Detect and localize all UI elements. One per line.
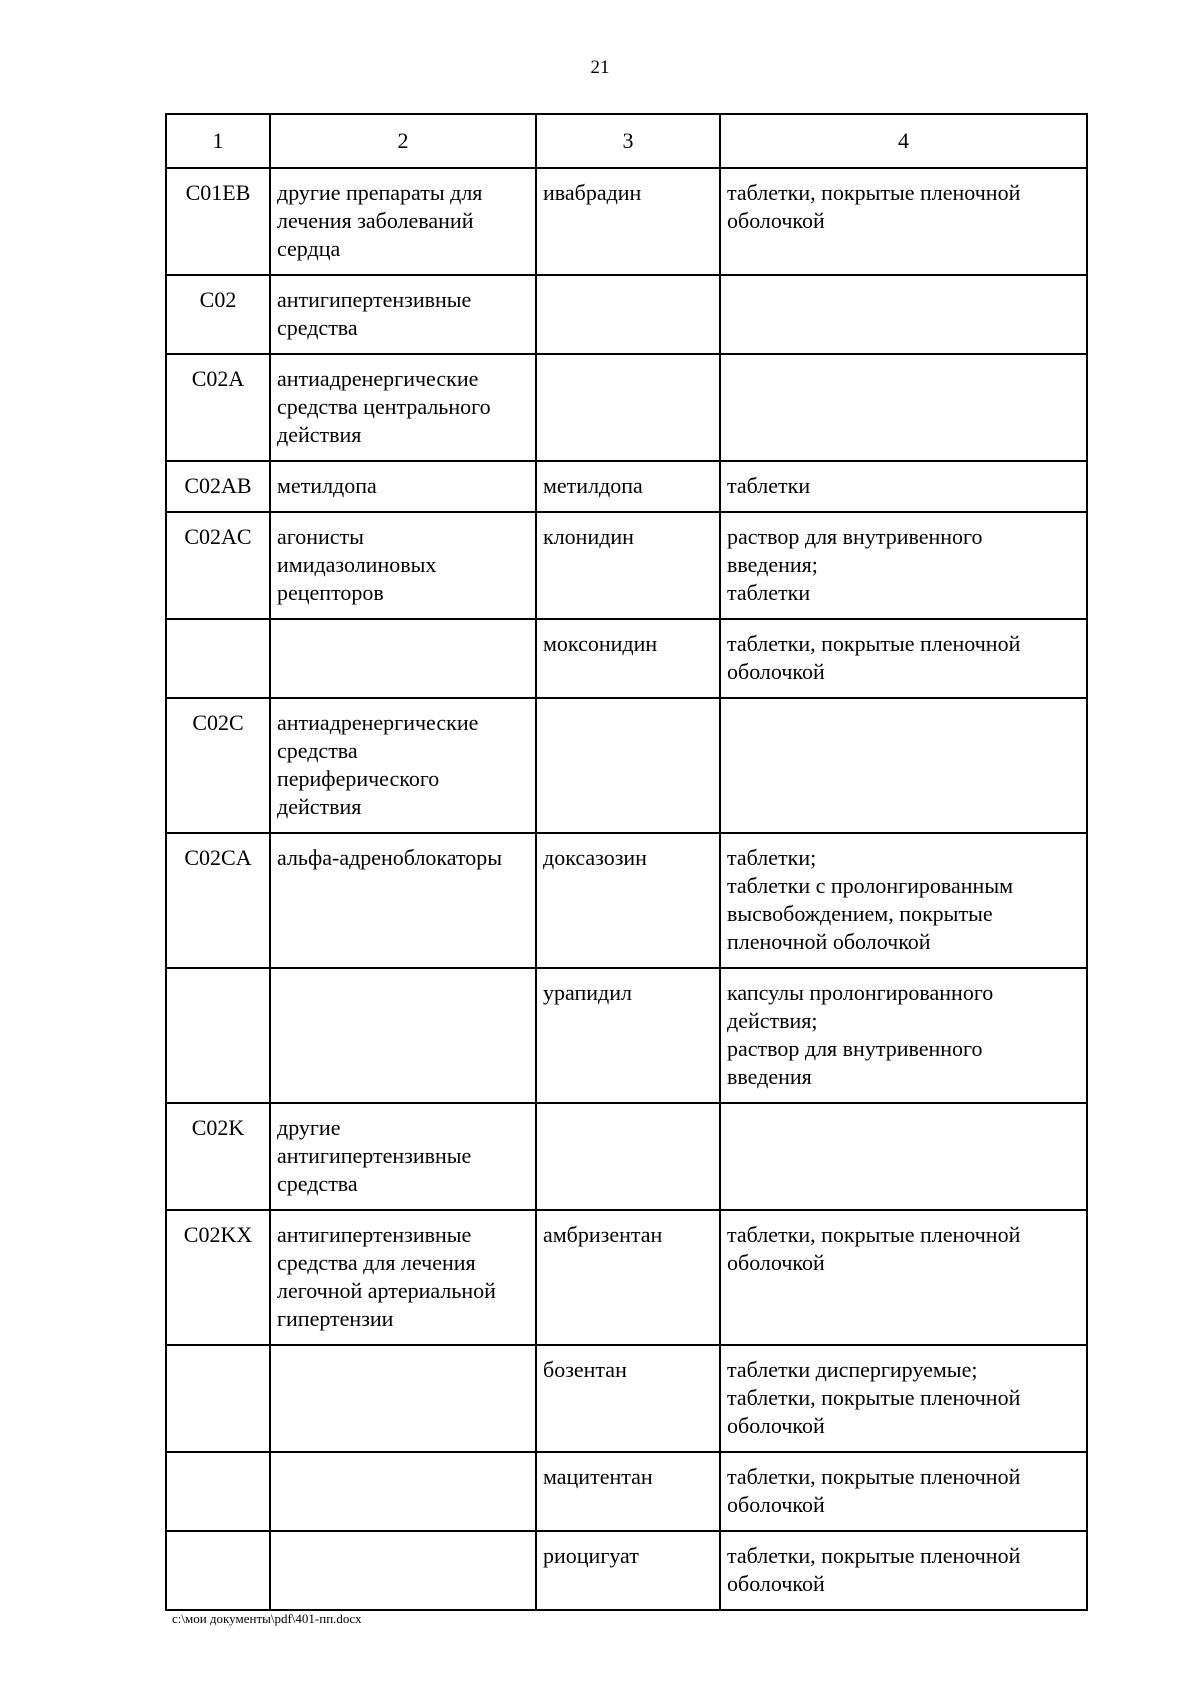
dosage-form-line: таблетки, покрытые пленочной — [727, 1222, 1021, 1247]
group-text-line: другие — [277, 1115, 341, 1140]
table-body — [166, 168, 1087, 1610]
group-text-line: средства для лечения — [277, 1250, 476, 1275]
drug-name-cell: моксонидин — [536, 619, 720, 698]
dosage-form-line: оболочкой — [727, 1413, 825, 1438]
group-text-line: средства — [277, 738, 358, 763]
group-text-line: агонисты — [277, 524, 364, 549]
table-row — [166, 461, 1087, 512]
page-number: 21 — [590, 57, 610, 78]
group-text-line: средства центрального — [277, 394, 491, 419]
group-text-line: метилдопа — [277, 473, 377, 498]
dosage-form-line: оболочкой — [727, 208, 825, 233]
pharmacological-group-cell — [270, 1103, 536, 1210]
drug-name-cell: амбризентан — [536, 1210, 720, 1345]
dosage-form-line: таблетки, покрытые пленочной — [727, 180, 1021, 205]
group-text-line: имидазолиновых — [277, 552, 437, 577]
drug-name-cell: мацитентан — [536, 1452, 720, 1531]
dosage-form-line: таблетки, покрытые пленочной — [727, 1464, 1021, 1489]
table-row — [166, 275, 1087, 354]
dosage-form-line: таблетки, покрытые пленочной — [727, 1543, 1021, 1568]
dosage-form-line: таблетки; — [727, 845, 817, 870]
dosage-form-line: высвобождением, покрытые — [727, 901, 993, 926]
atc-code-cell: C02AC — [166, 512, 270, 619]
drug-table — [165, 113, 1088, 1611]
pharmacological-group-cell — [270, 354, 536, 461]
column-header-2: 2 — [270, 114, 536, 168]
pharmacological-group-cell — [270, 512, 536, 619]
atc-code-cell: C02KX — [166, 1210, 270, 1345]
drug-name-cell — [536, 1103, 720, 1210]
drug-name-cell — [536, 698, 720, 833]
dosage-form-line: таблетки с пролонгированным — [727, 873, 1014, 898]
drug-name-cell: метилдопа — [536, 461, 720, 512]
dosage-form-line: оболочкой — [727, 1492, 825, 1517]
table-row — [166, 1452, 1087, 1531]
group-text-line: антигипертензивные — [277, 287, 472, 312]
drug-name-cell — [536, 275, 720, 354]
atc-code-cell: C02K — [166, 1103, 270, 1210]
table-row — [166, 619, 1087, 698]
dosage-form-line: оболочкой — [727, 1250, 825, 1275]
drug-name-cell: риоцигуат — [536, 1531, 720, 1610]
dosage-form-line: оболочкой — [727, 659, 825, 684]
pharmacological-group-cell — [270, 168, 536, 275]
group-text-line: антигипертензивные — [277, 1222, 472, 1247]
group-text-line: антигипертензивные — [277, 1143, 472, 1168]
dosage-form-cell — [720, 833, 1087, 968]
dosage-form-cell — [720, 168, 1087, 275]
dosage-form-cell — [720, 619, 1087, 698]
atc-code-cell — [166, 1345, 270, 1452]
drug-name-cell: бозентан — [536, 1345, 720, 1452]
dosage-form-line: введения — [727, 1064, 812, 1089]
table-row — [166, 833, 1087, 968]
group-text-line: антиадренергические — [277, 366, 479, 391]
dosage-form-cell — [720, 698, 1087, 833]
dosage-form-line: таблетки — [727, 580, 811, 605]
dosage-form-line: раствор для внутривенного — [727, 1036, 983, 1061]
drug-name-cell: доксазозин — [536, 833, 720, 968]
group-text-line: периферического — [277, 766, 440, 791]
group-text-line: действия — [277, 422, 362, 447]
table-row — [166, 168, 1087, 275]
table-header-row — [166, 114, 1087, 168]
column-header-1: 1 — [166, 114, 270, 168]
dosage-form-line: введения; — [727, 552, 818, 577]
table-row — [166, 1103, 1087, 1210]
group-text-line: лечения заболеваний — [277, 208, 474, 233]
dosage-form-cell — [720, 461, 1087, 512]
table-row — [166, 512, 1087, 619]
dosage-form-line: пленочной оболочкой — [727, 929, 931, 954]
dosage-form-cell — [720, 1345, 1087, 1452]
dosage-form-line: таблетки — [727, 473, 811, 498]
dosage-form-line: таблетки, покрытые пленочной — [727, 1385, 1021, 1410]
dosage-form-cell — [720, 354, 1087, 461]
table-row — [166, 1210, 1087, 1345]
dosage-form-line: таблетки, покрытые пленочной — [727, 631, 1021, 656]
table-row — [166, 1345, 1087, 1452]
atc-code-cell: C02AB — [166, 461, 270, 512]
group-text-line: сердца — [277, 236, 341, 261]
dosage-form-line: таблетки диспергируемые; — [727, 1357, 978, 1382]
dosage-form-cell — [720, 1103, 1087, 1210]
drug-name-cell — [536, 354, 720, 461]
dosage-form-line: раствор для внутривенного — [727, 524, 983, 549]
drug-name-cell: ивабрадин — [536, 168, 720, 275]
footer-file-path: c:\мои документы\pdf\401-пп.docx — [172, 1611, 362, 1626]
pharmacological-group-cell — [270, 1210, 536, 1345]
atc-code-cell: C02C — [166, 698, 270, 833]
group-text-line: другие препараты для — [277, 180, 483, 205]
dosage-form-line: капсулы пролонгированного — [727, 980, 994, 1005]
table-row — [166, 968, 1087, 1103]
pharmacological-group-cell — [270, 461, 536, 512]
atc-code-cell: C01EB — [166, 168, 270, 275]
group-text-line: средства — [277, 1171, 358, 1196]
dosage-form-line: действия; — [727, 1008, 818, 1033]
dosage-form-line: оболочкой — [727, 1571, 825, 1596]
atc-code-cell — [166, 619, 270, 698]
dosage-form-cell — [720, 968, 1087, 1103]
pharmacological-group-cell — [270, 968, 536, 1103]
atc-code-cell — [166, 1531, 270, 1610]
group-text-line: гипертензии — [277, 1306, 394, 1331]
pharmacological-group-cell — [270, 1345, 536, 1452]
pharmacological-group-cell — [270, 698, 536, 833]
table-row — [166, 698, 1087, 833]
drug-name-cell: урапидил — [536, 968, 720, 1103]
dosage-form-cell — [720, 1452, 1087, 1531]
dosage-form-cell — [720, 1210, 1087, 1345]
pharmacological-group-cell — [270, 833, 536, 968]
pharmacological-group-cell — [270, 275, 536, 354]
pharmacological-group-cell — [270, 619, 536, 698]
column-header-3: 3 — [536, 114, 720, 168]
table-row — [166, 1531, 1087, 1610]
dosage-form-cell — [720, 512, 1087, 619]
group-text-line: средства — [277, 315, 358, 340]
atc-code-cell: C02 — [166, 275, 270, 354]
atc-code-cell: C02A — [166, 354, 270, 461]
group-text-line: альфа-адреноблокаторы — [277, 845, 503, 870]
pharmacological-group-cell — [270, 1452, 536, 1531]
dosage-form-cell — [720, 275, 1087, 354]
atc-code-cell — [166, 1452, 270, 1531]
dosage-form-cell — [720, 1531, 1087, 1610]
table-row — [166, 354, 1087, 461]
group-text-line: легочной артериальной — [277, 1278, 496, 1303]
drug-name-cell: клонидин — [536, 512, 720, 619]
column-header-4: 4 — [720, 114, 1087, 168]
group-text-line: антиадренергические — [277, 710, 479, 735]
pharmacological-group-cell — [270, 1531, 536, 1610]
group-text-line: действия — [277, 794, 362, 819]
group-text-line: рецепторов — [277, 580, 384, 605]
atc-code-cell: C02CA — [166, 833, 270, 968]
atc-code-cell — [166, 968, 270, 1103]
